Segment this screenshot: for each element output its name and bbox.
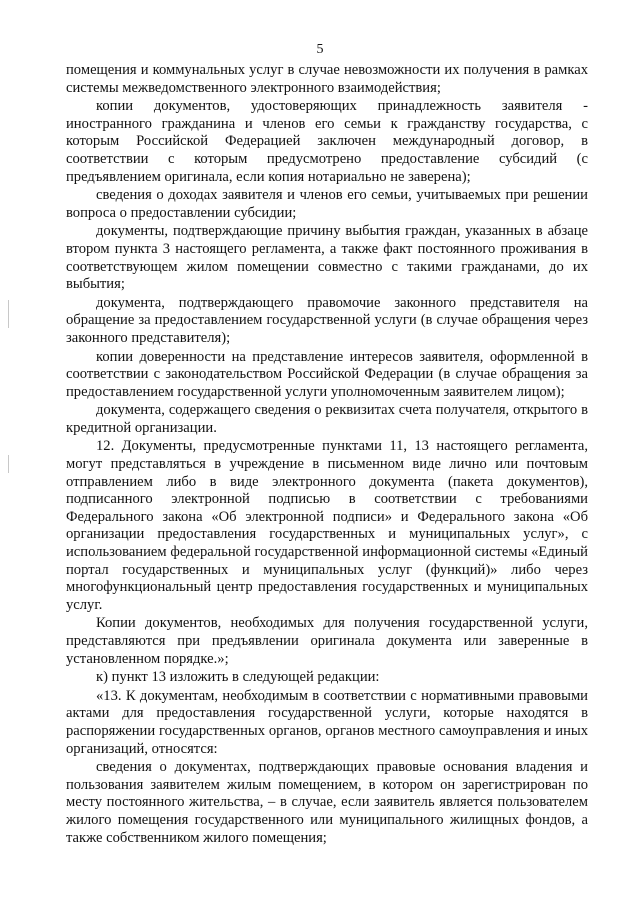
paragraph: копии документов, удостоверяющих принадлежность заявителя - иностранного гражданина и членов его семьи к гражданству государства, с которым Российской Федерацией заключен международный договор, в соответствии с которым предусмотрено предоставление субсидий (с предъявлением оригинала, если копия нотариально не заверена); — [66, 98, 588, 185]
paragraph: документа, содержащего сведения о реквизитах счета получателя, открытого в кредитной организации. — [66, 402, 588, 436]
paragraph: сведения о документах, подтверждающих правовые основания владения и пользования заявителем жилым помещением, в котором он зарегистрирован по месту постоянного жительства, – в случае, если заявитель является пользователем жилого помещения государственного или муниципального жилищных фондов, а также собственником жилого помещения; — [66, 759, 588, 846]
paragraph: 12. Документы, предусмотренные пунктами 11, 13 настоящего регламента, могут представляться в учреждение в письменном виде лично или почтовым отправлением либо в виде электронного документа (пакета документов), подписанного электронной подписью в соответствии с требованиями Федерального закона «Об электронной подписи» и Федерального закона «Об организации предоставления государственных и муниципальных услуг», с использованием федеральной государственной информационной системы «Единый портал государственных и муниципальных услуг (функций)» либо через многофункциональный центр предоставления государственных и муниципальных услуг. — [66, 438, 588, 613]
paragraph: сведения о доходах заявителя и членов его семьи, учитываемых при решении вопроса о предоставлении субсидии; — [66, 187, 588, 221]
page-number: 5 — [316, 42, 324, 57]
paragraph: документа, подтверждающего правомочие законного представителя на обращение за предоставлением государственной услуги (в случае обращения через законного представителя); — [66, 294, 588, 346]
paragraph: документы, подтверждающие причину выбытия граждан, указанных в абзаце втором пункта 3 настоящего регламента, а также факт постоянного проживания в соответствующем жилом помещении совместно с такими гражданами, до их выбытия; — [66, 223, 588, 293]
paragraph: копии доверенности на представление интересов заявителя, оформленной в соответствии с законодательством Российской Федерации (в случае обращения за предоставлением государственной услуги уполномоченным заявителем лицом); — [66, 348, 588, 400]
scan-margin-mark — [8, 300, 9, 328]
paragraph: Копии документов, необходимых для получения государственной услуги, представляются при предъявлении оригинала документа или заверенные в установленном порядке.»; — [66, 615, 588, 667]
scan-margin-mark — [8, 455, 9, 473]
document-text — [66, 62, 588, 848]
paragraph: помещения и коммунальных услуг в случае невозможности их получения в рамках системы межведомственного электронного взаимодействия; — [66, 62, 588, 96]
paragraph: к) пункт 13 изложить в следующей редакции: — [96, 669, 380, 686]
paragraph: «13. К документам, необходимым в соответствии с нормативными правовыми актами для предоставления государственной услуги, которые находятся в распоряжении государственных органов, органов местного самоуправления и иных организаций, относятся: — [66, 687, 588, 757]
